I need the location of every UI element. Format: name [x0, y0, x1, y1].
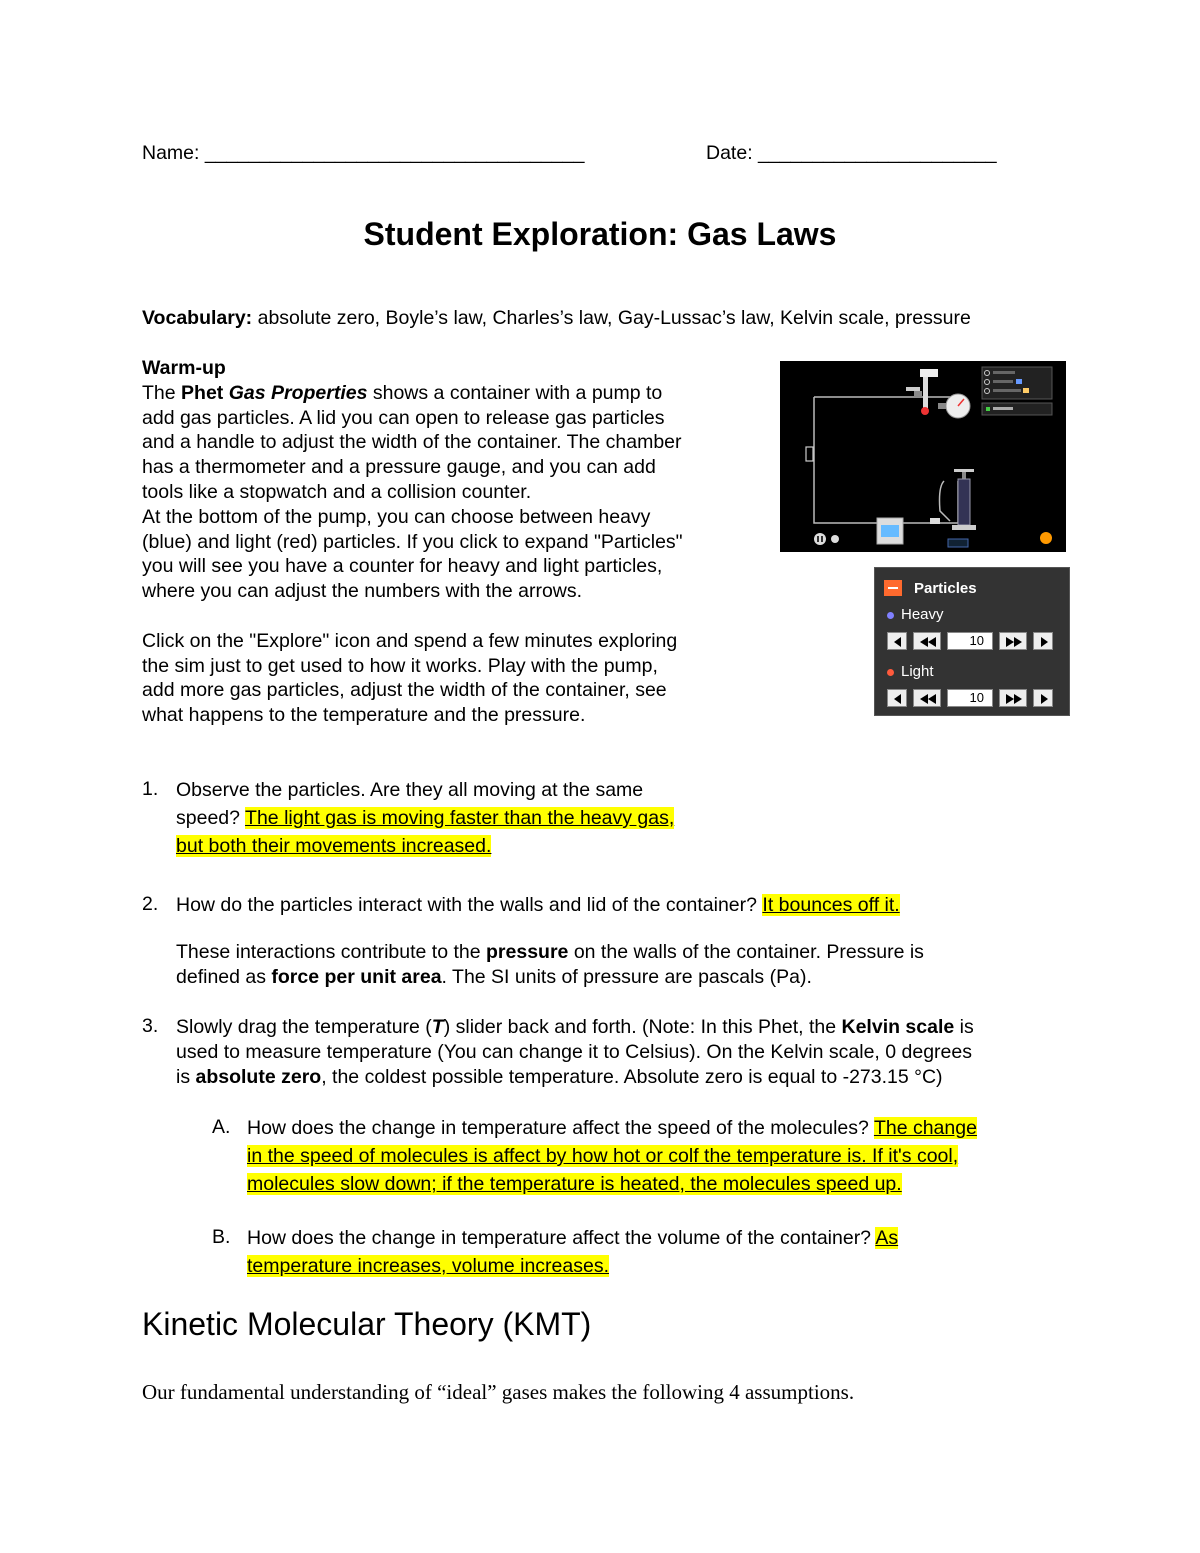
- name-field: Name: ___________________________________: [142, 142, 585, 164]
- page-title: Student Exploration: Gas Laws: [363, 216, 837, 252]
- light-label: Light: [901, 663, 934, 680]
- light-decrement-button[interactable]: [887, 689, 907, 707]
- collapse-icon[interactable]: [884, 580, 902, 596]
- warmup-line: has a thermometer and a pressure gauge, and you can add: [142, 456, 656, 479]
- heavy-increment-ten-button[interactable]: [999, 632, 1027, 650]
- gas-properties-sim-image: [780, 361, 1066, 552]
- question-1: Observe the particles. Are they all moving at the same speed? The light gas is moving faster than the heavy gas, but both their movements increased.: [176, 779, 675, 857]
- question-3: Slowly drag the temperature (T) slider back and forth. (Note: In this Phet, the Kelvin scale is used to measure temperature (You can change it to Celsius). On the Kelvin scale, 0 degrees is absolute zero, the coldest possible temperature. Absolute zero is equal to -273.15 °C): [176, 1016, 974, 1088]
- heavy-label: Heavy: [901, 606, 944, 623]
- vocabulary-line: [142, 307, 971, 330]
- warmup-line: and a handle to adjust the width of the container. The chamber: [142, 431, 682, 454]
- heavy-counter: [887, 632, 1059, 652]
- question-2: How do the particles interact with the walls and lid of the container? It bounces off it.: [176, 894, 900, 916]
- vocabulary-label: Vocabulary:: [142, 307, 253, 329]
- question-2-number: 2.: [142, 893, 159, 915]
- question-3a-label: A.: [212, 1116, 231, 1138]
- particles-panel: [874, 567, 1070, 716]
- warmup-section: [142, 356, 683, 728]
- question-3b: How does the change in temperature affect the volume of the container? As temperature increases, volume increases.: [247, 1227, 899, 1277]
- warmup-heading: Warm-up: [142, 357, 226, 379]
- kmt-heading: Kinetic Molecular Theory (KMT): [142, 1306, 592, 1342]
- question-3-number: 3.: [142, 1015, 159, 1037]
- vocabulary-terms: absolute zero, Boyle’s law, Charles’s law, Gay-Lussac’s law, Kelvin scale, pressure: [252, 307, 971, 329]
- pressure-note: These interactions contribute to the pressure on the walls of the container. Pressure is defined as force per unit area. The SI units of pressure are pascals (Pa).: [176, 941, 924, 988]
- question-1-number: 1.: [142, 778, 159, 800]
- light-particle-dot: [887, 669, 894, 676]
- heavy-count-field[interactable]: 10: [947, 632, 993, 650]
- explore-line: what happens to the temperature and the pressure.: [142, 704, 586, 727]
- answer-2: It bounces off it.: [762, 894, 900, 916]
- date-field: Date: ______________________: [706, 142, 997, 164]
- question-3a: How does the change in temperature affect the speed of the molecules? The change in the speed of molecules is affect by how hot or colf the temperature is. If it's cool, molecules slow down; if the temperature is heated, the molecules speed up.: [247, 1117, 977, 1195]
- question-3b-label: B.: [212, 1226, 231, 1248]
- kmt-intro: Our fundamental understanding of “ideal” gases makes the following 4 assumptions.: [142, 1380, 855, 1404]
- heavy-decrement-ten-button[interactable]: [913, 632, 941, 650]
- light-increment-ten-button[interactable]: [999, 689, 1027, 707]
- warmup-line: where you can adjust the numbers with the arrows.: [142, 580, 583, 603]
- explore-line: Click on the "Explore" icon and spend a few minutes exploring: [142, 629, 678, 652]
- heavy-particle-dot: [887, 612, 894, 619]
- warmup-line: you will see you have a counter for heavy and light particles,: [142, 555, 663, 578]
- warmup-line: (blue) and light (red) particles. If you click to expand "Particles": [142, 530, 683, 553]
- warmup-intro-line: The Phet Gas Properties shows a container with a pump to: [142, 381, 663, 404]
- light-counter: [887, 689, 1059, 709]
- particles-title: Particles: [914, 580, 977, 597]
- answer-1-line1: The light gas is moving faster than the heavy gas,: [245, 807, 675, 829]
- particles-panel-header[interactable]: [881, 575, 1065, 601]
- heavy-increment-button[interactable]: [1033, 632, 1053, 650]
- light-count-field[interactable]: 10: [947, 689, 993, 707]
- warmup-line: tools like a stopwatch and a collision counter.: [142, 480, 532, 503]
- warmup-line: add gas particles. A lid you can open to release gas particles: [142, 406, 665, 429]
- heavy-decrement-button[interactable]: [887, 632, 907, 650]
- light-decrement-ten-button[interactable]: [913, 689, 941, 707]
- explore-line: the sim just to get used to how it works. Play with the pump,: [142, 654, 658, 677]
- light-increment-button[interactable]: [1033, 689, 1053, 707]
- warmup-line: At the bottom of the pump, you can choose between heavy: [142, 505, 651, 528]
- answer-1-line2: but both their movements increased.: [176, 835, 492, 857]
- explore-line: add more gas particles, adjust the width of the container, see: [142, 679, 667, 702]
